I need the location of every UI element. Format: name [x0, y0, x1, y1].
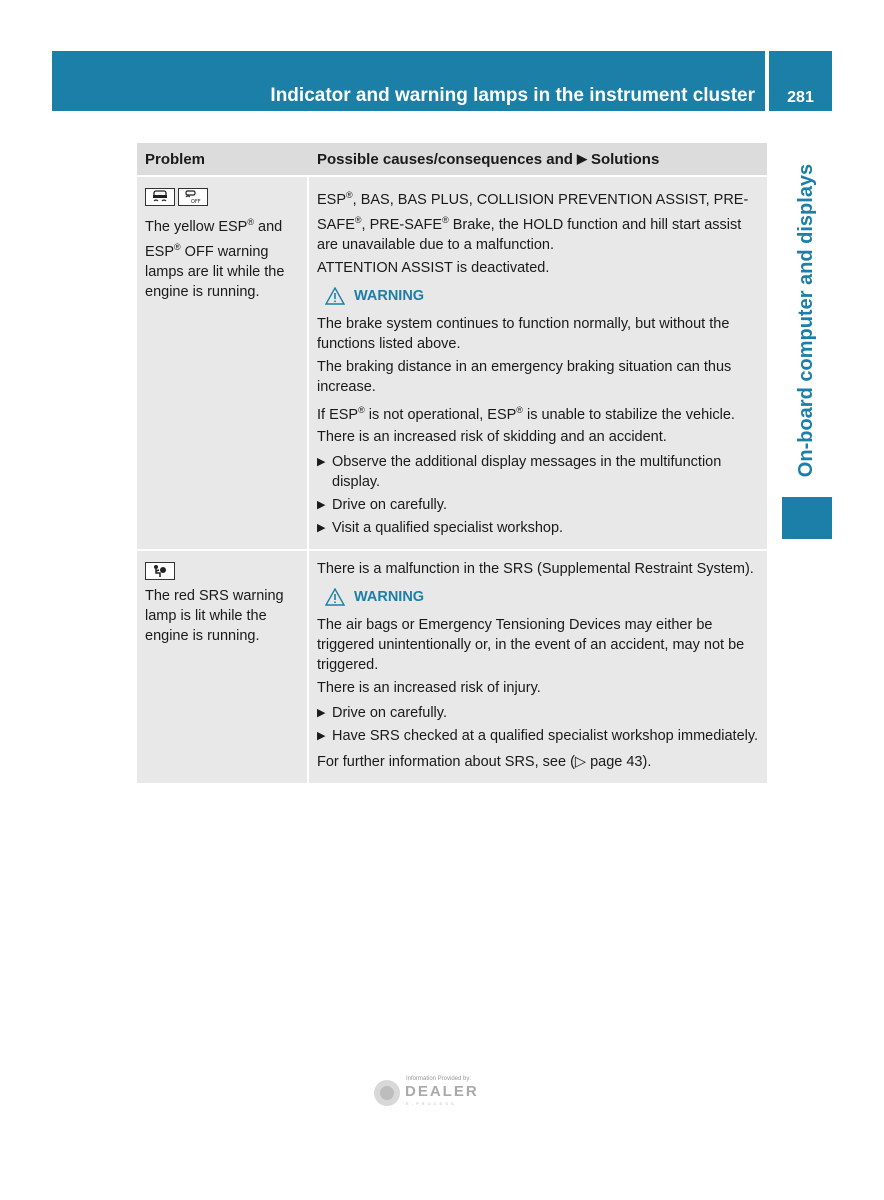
warning-heading — [325, 286, 761, 306]
esp-off-warning-icon — [178, 188, 208, 206]
problem-text: The red SRS warning lamp is lit while the engine is running. — [145, 588, 284, 645]
problem-cell — [137, 177, 309, 549]
warning-text: There is an increased risk of skidding and an accident. — [317, 429, 667, 446]
lamp-icons — [145, 188, 299, 206]
bullet-arrow-icon: ▶ — [317, 707, 326, 720]
column-header-problem: Problem — [145, 150, 206, 168]
side-tab — [782, 150, 832, 490]
side-tab-label: On-board computer and displays — [795, 163, 818, 477]
warning-label: WARNING — [354, 589, 425, 606]
watermark-sub-text: E-PROCESS — [406, 1101, 457, 1106]
solution-item: ▶ Visit a qualified specialist workshop. — [317, 520, 564, 537]
svg-text:OFF: OFF — [191, 199, 201, 204]
page-number-box — [769, 51, 832, 111]
esp-warning-icon — [145, 188, 175, 206]
header-band — [52, 51, 765, 111]
warning-text: The air bags or Emergency Tensioning Devices may either be triggered unintentionally or, in the event of an accident, may not be triggered. — [317, 617, 745, 674]
page-number: 281 — [787, 89, 814, 106]
solution-item: ▶ Drive on carefully. — [317, 705, 447, 722]
solution-item: ▶ Drive on carefully. — [317, 497, 447, 514]
solution-item: ▶ Observe the additional display messages in the multifunction display. — [317, 454, 722, 491]
dealer-watermark — [372, 1073, 512, 1113]
watermark-main-text: DEALER — [405, 1083, 479, 1100]
bullet-arrow-icon: ▶ — [317, 730, 326, 743]
warning-lamp-table — [137, 143, 767, 783]
table-header — [137, 143, 767, 177]
watermark-logo-icon — [372, 1078, 402, 1108]
side-tab-marker — [782, 497, 832, 539]
warning-heading — [325, 587, 761, 607]
warning-text: There is an increased risk of injury. — [317, 680, 541, 697]
cause-text: There is a malfunction in the SRS (Supplemental Restraint System). — [317, 561, 754, 578]
table-row — [137, 177, 767, 549]
cause-text: ESP®, BAS, BAS PLUS, COLLISION PREVENTION ASSIST, PRE-SAFE®, PRE-SAFE® Brake, the HOLD function and hill start assist are unavailable due to a malfunction. — [317, 190, 749, 253]
warning-triangle-icon — [325, 287, 345, 305]
warning-text: If ESP® is not operational, ESP® is unable to stabilize the vehicle. — [317, 404, 735, 423]
warning-text: The braking distance in an emergency braking situation can thus increase. — [317, 358, 732, 395]
solution-item: ▶ Have SRS checked at a qualified specialist workshop immediately. — [317, 728, 759, 745]
warning-label: WARNING — [354, 287, 425, 304]
column-header-causes-label: Possible causes/consequences and — [317, 150, 573, 168]
srs-warning-icon — [145, 562, 175, 580]
bullet-arrow-icon: ▶ — [317, 456, 326, 469]
causes-cell — [309, 551, 767, 783]
table-row — [137, 549, 767, 783]
bullet-arrow-icon: ▶ — [317, 499, 326, 512]
cause-text: ATTENTION ASSIST is deactivated. — [317, 259, 550, 276]
reference-text: For further information about SRS, see (▷ page 43). — [317, 754, 652, 771]
problem-cell — [137, 551, 309, 783]
solution-arrow-icon: ▶ — [576, 151, 587, 166]
lamp-icons — [145, 562, 299, 580]
watermark-small-text: Information Provided by: — [406, 1076, 472, 1082]
warning-text: The brake system continues to function normally, but without the functions listed above. — [317, 315, 730, 352]
warning-triangle-icon — [325, 588, 345, 606]
causes-cell — [309, 177, 767, 549]
column-header-solutions-label: Solutions — [590, 150, 660, 168]
page-title: Indicator and warning lamps in the instrument cluster — [270, 85, 755, 106]
problem-text: The yellow ESP® and ESP® OFF warning lamps are lit while the engine is running. — [145, 217, 285, 300]
bullet-arrow-icon: ▶ — [317, 522, 326, 535]
column-header-causes — [309, 143, 767, 175]
